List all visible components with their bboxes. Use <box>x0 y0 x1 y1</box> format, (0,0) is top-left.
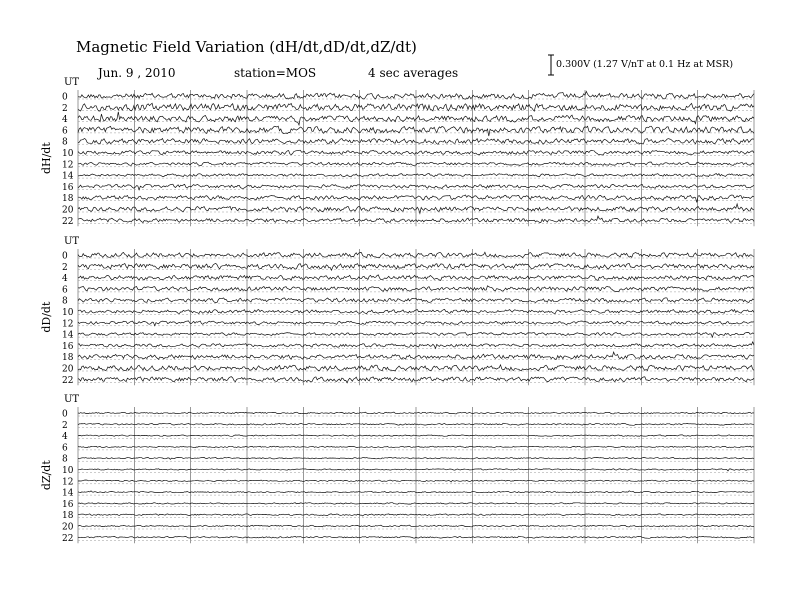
row-label: 0 <box>62 409 68 420</box>
panel-dh-dt <box>40 77 754 227</box>
row-label: 22 <box>62 216 74 227</box>
row-label: 8 <box>62 137 68 148</box>
row-label: 22 <box>62 375 74 386</box>
row-label: 14 <box>62 171 74 182</box>
row-label: 10 <box>62 149 74 159</box>
row-label: 22 <box>62 533 74 544</box>
row-label: 6 <box>62 443 68 454</box>
chart-title: Magnetic Field Variation (dH/dt,dD/dt,dZ/dt) <box>76 38 417 56</box>
ut-label: UT <box>64 77 80 88</box>
row-label: 16 <box>62 341 74 352</box>
row-label: 16 <box>62 182 74 193</box>
row-label: 4 <box>62 432 68 443</box>
row-label: 20 <box>62 364 74 375</box>
row-label: 2 <box>62 420 68 431</box>
row-label: 6 <box>62 285 68 296</box>
row-label: 20 <box>62 205 74 216</box>
row-label: 12 <box>62 319 74 330</box>
date-label: Jun. 9 , 2010 <box>98 66 176 80</box>
row-label: 0 <box>62 251 68 262</box>
panel-dz-dt <box>40 394 754 544</box>
ut-label: UT <box>64 394 80 405</box>
row-label: 14 <box>62 488 74 499</box>
row-label: 12 <box>62 160 74 171</box>
row-label: 18 <box>62 194 74 205</box>
row-label: 8 <box>62 454 68 465</box>
row-label: 18 <box>62 511 74 522</box>
row-label: 12 <box>62 477 74 488</box>
panel-axis-label: dZ/dt <box>40 460 53 491</box>
row-label: 4 <box>62 274 68 285</box>
row-label: 2 <box>62 103 68 114</box>
row-label: 4 <box>62 115 68 126</box>
panel-dd-dt <box>40 236 754 386</box>
row-label: 18 <box>62 353 74 364</box>
averaging-label: 4 sec averages <box>368 66 459 80</box>
row-label: 10 <box>62 308 74 318</box>
ut-label: UT <box>64 236 80 247</box>
station-label: station=MOS <box>234 66 317 80</box>
row-label: 10 <box>62 466 74 476</box>
row-label: 8 <box>62 296 68 307</box>
row-label: 20 <box>62 522 74 533</box>
panel-axis-label: dH/dt <box>40 142 53 175</box>
scale-label: 0.300V (1.27 V/nT at 0.1 Hz at MSR) <box>556 59 734 70</box>
row-label: 2 <box>62 262 68 273</box>
row-label: 16 <box>62 499 74 510</box>
row-label: 6 <box>62 126 68 137</box>
panel-axis-label: dD/dt <box>40 301 53 333</box>
row-label: 14 <box>62 330 74 341</box>
row-label: 0 <box>62 92 68 103</box>
